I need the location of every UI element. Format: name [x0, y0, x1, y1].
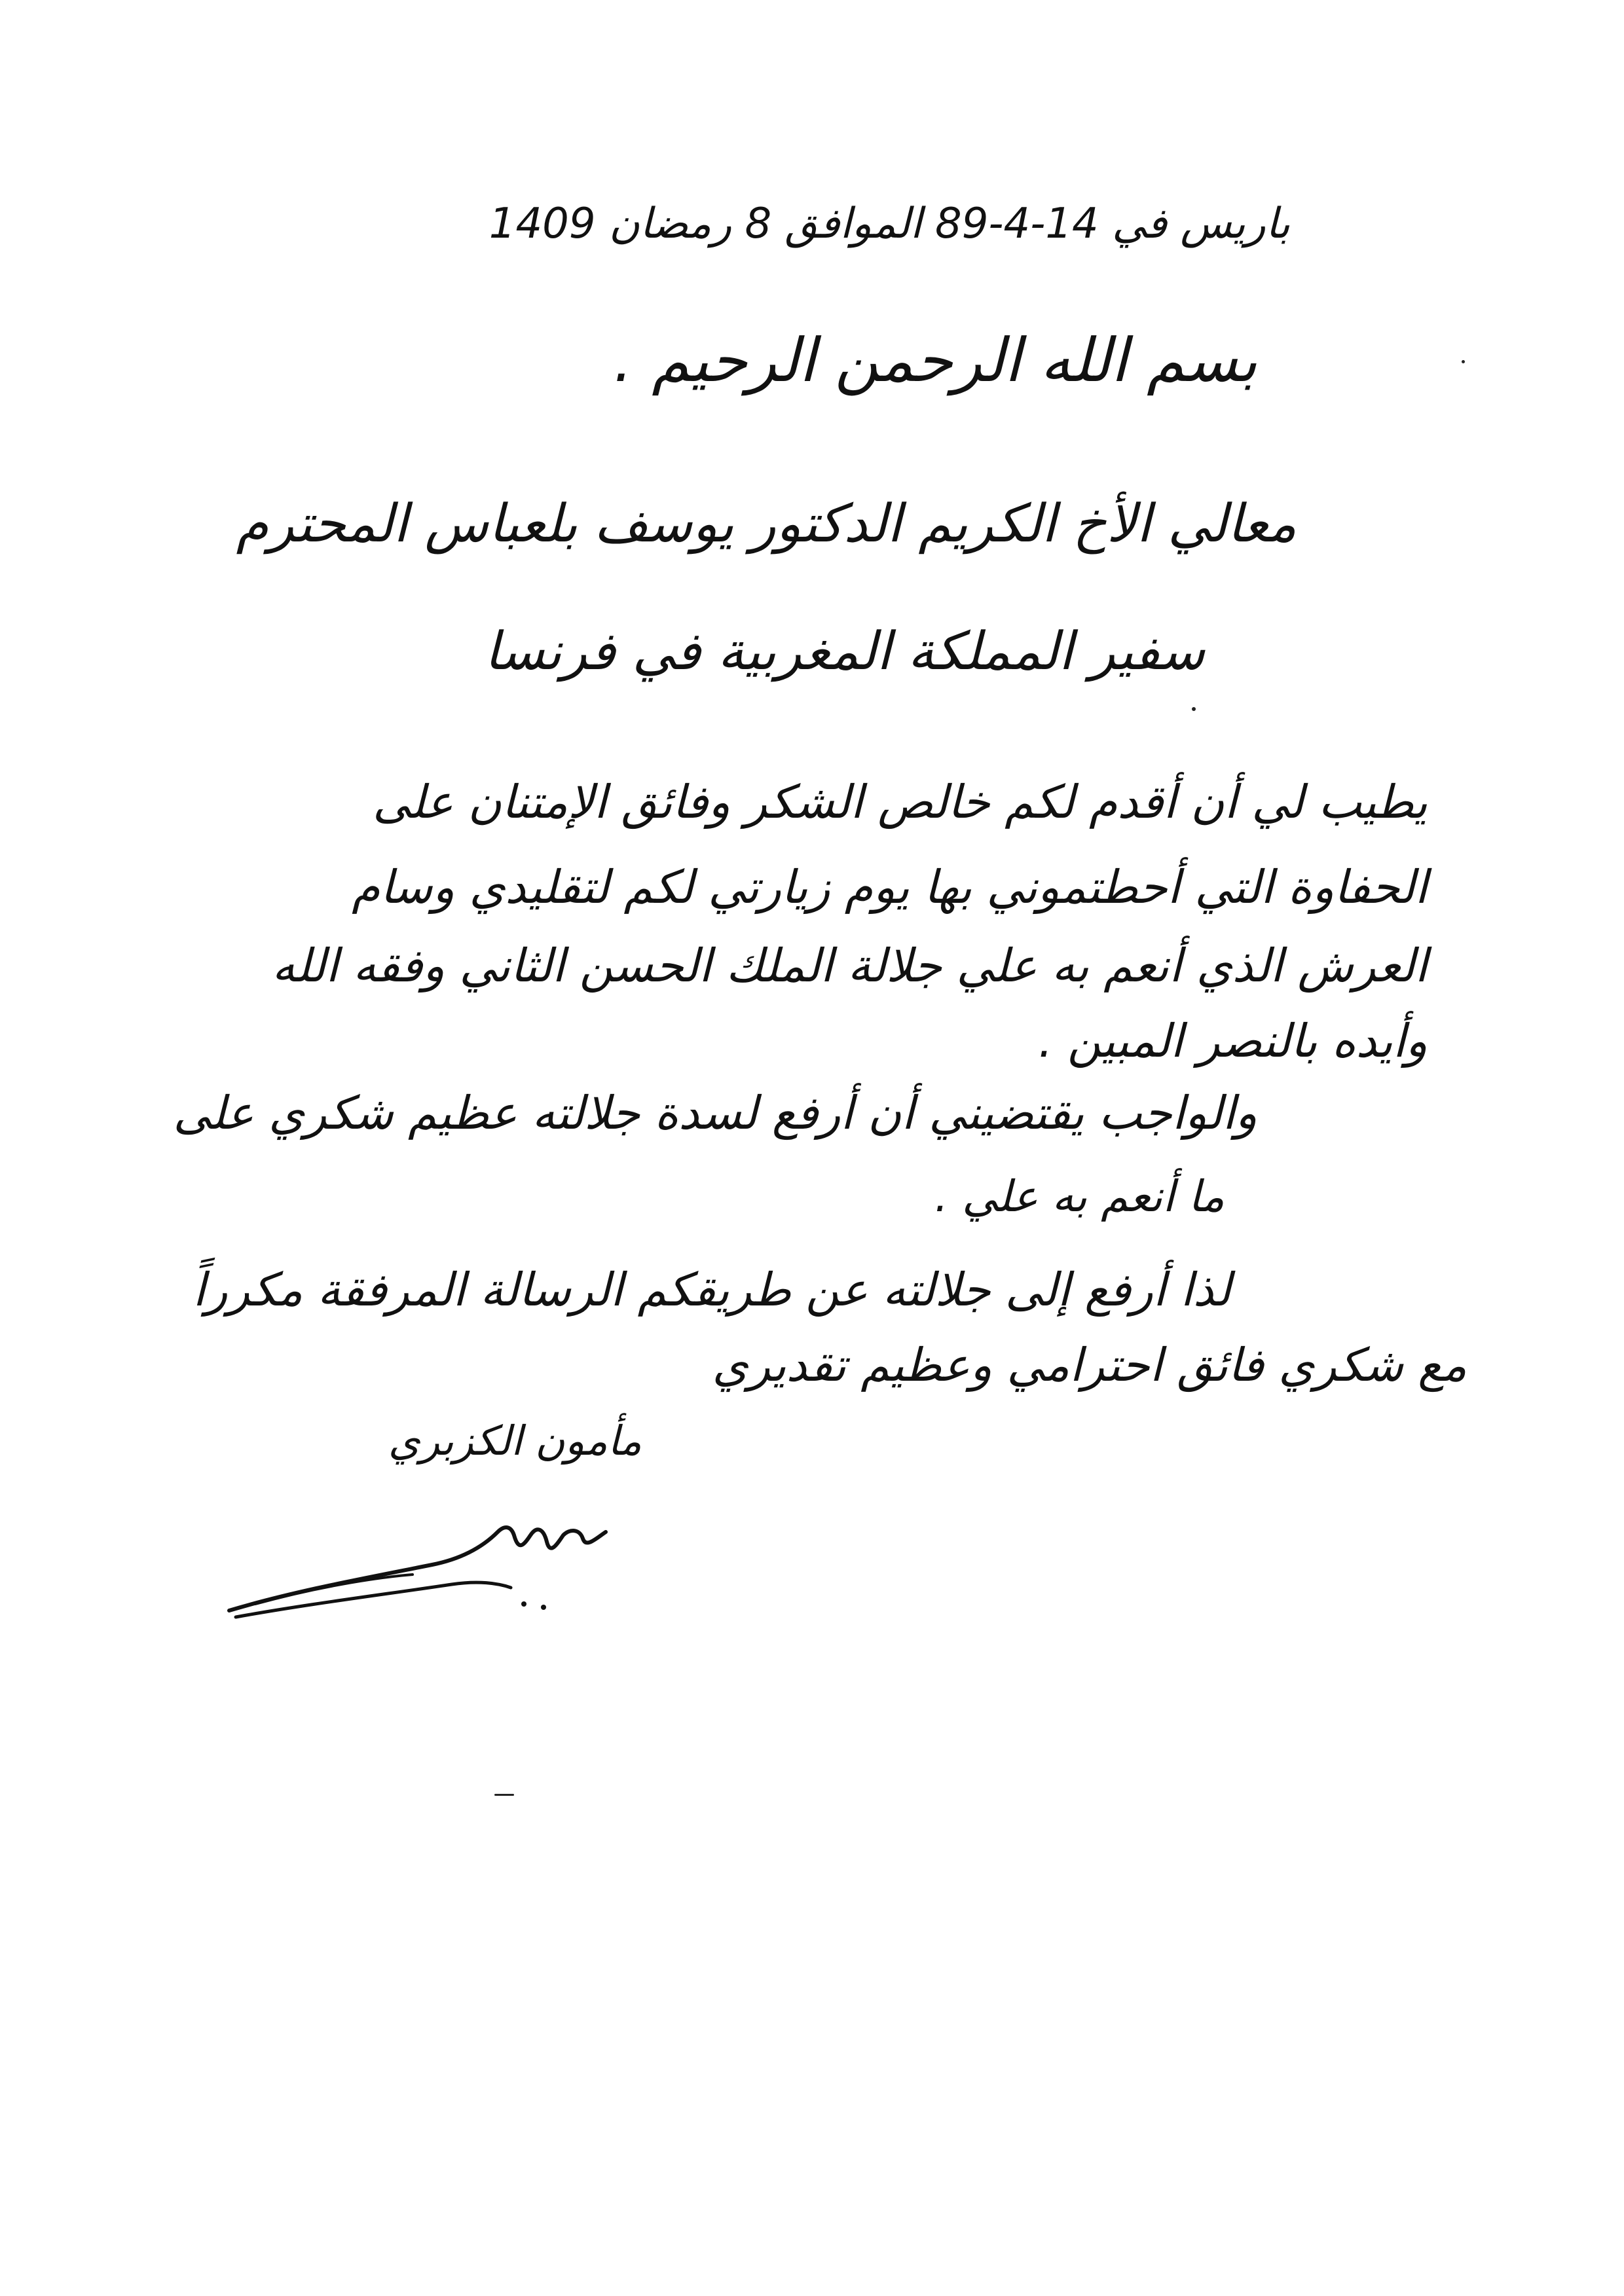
- body-line: الحفاوة التي أحطتموني بها يوم زيارتي لكم لتقليدي وسام: [352, 860, 1428, 914]
- body-line: لذا أرفع إلى جلالته عن طريقكم الرسالة المرفقة مكرراً: [193, 1263, 1231, 1317]
- scan-speck: [494, 1794, 514, 1796]
- letter-date: باريس في 14-4-89 الموافق 8 رمضان 1409: [489, 200, 1290, 248]
- body-line: العرش الذي أنعم به علي جلالة الملك الحسن الثاني وفقه الله: [272, 939, 1428, 993]
- body-line: يطيب لي أن أقدم لكم خالص الشكر وفائق الإمتنان على: [373, 775, 1428, 829]
- recipient-title: سفير المملكة المغربية في فرنسا: [484, 621, 1205, 682]
- body-line: مع شكري فائق احترامي وعظيم تقديري: [712, 1338, 1467, 1392]
- body-line: وأيده بالنصر المبين .: [1038, 1014, 1428, 1068]
- handwritten-signature: [216, 1506, 609, 1637]
- body-line: والواجب يقتضيني أن أرفع لسدة جلالته عظيم شكري على: [173, 1086, 1257, 1140]
- body-line: ما أنعم به علي .: [934, 1171, 1225, 1222]
- scan-speck: [1462, 360, 1465, 363]
- signatory-name: مأمون الكزبري: [388, 1417, 642, 1465]
- basmala: بسم الله الرحمن الرحيم .: [613, 325, 1257, 395]
- recipient-name: معالي الأخ الكريم الدكتور يوسف بلعباس المحترم: [236, 493, 1297, 554]
- scan-speck: [1192, 707, 1196, 711]
